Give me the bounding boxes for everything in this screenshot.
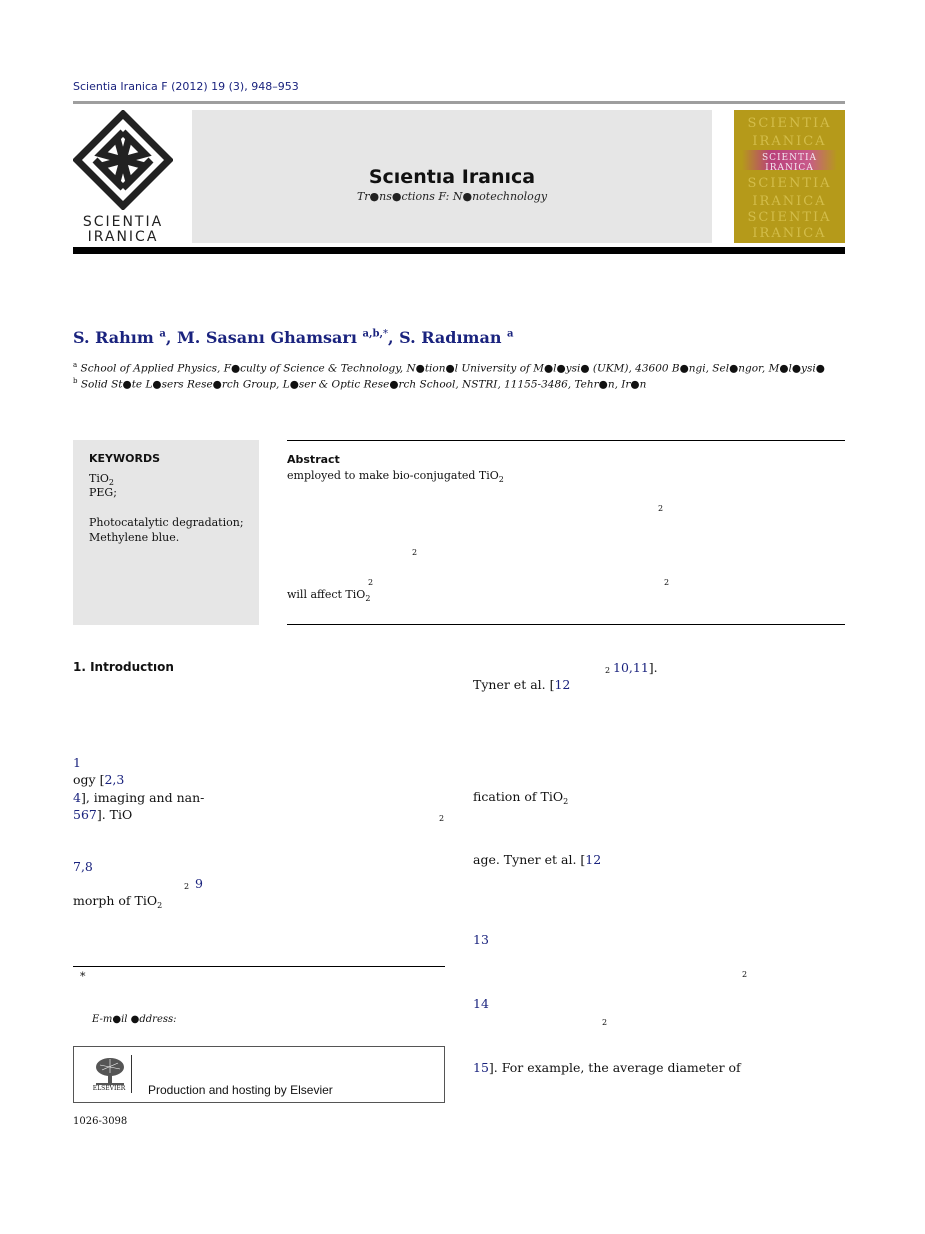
- body-sub: 2: [563, 797, 569, 806]
- author-name: S. Radıman: [399, 328, 502, 347]
- abstract-text: will affect TiO: [287, 588, 366, 601]
- journal-citation: Scientia Iranica F (2012) 19 (3), 948–953: [73, 80, 299, 93]
- body-sub-fragment: 2: [605, 666, 611, 675]
- elsevier-logo-text: ELSEVIER: [92, 1085, 126, 1092]
- author-name: S. Rahım: [73, 328, 154, 347]
- journal-subtitle: Tr●ns●ctions F: N●notechnology: [356, 190, 548, 203]
- publisher-divider: [131, 1055, 132, 1093]
- citation-link[interactable]: 12: [585, 852, 602, 867]
- body-text: ogy [: [73, 772, 105, 787]
- abstract-line: [287, 469, 504, 484]
- cover-word: SCIENTIA: [747, 116, 832, 131]
- publisher-box: [73, 1046, 445, 1103]
- publisher-hosting-text: Production and hosting by Elsevier: [148, 1083, 333, 1097]
- author-list: [73, 328, 514, 347]
- footnote-rule: [73, 966, 445, 967]
- citation-link[interactable]: 15: [473, 1060, 489, 1075]
- affil-text: Solid St●te L●sers Rese●rch Group, L●ser & Optic Rese●rch School, NSTRI, 11155-3486, Tehr●n, Ir●n: [80, 378, 647, 391]
- citation-link[interactable]: 567: [73, 807, 97, 822]
- citation-link[interactable]: 1: [73, 755, 81, 770]
- keyword-item: [89, 472, 114, 487]
- body-line: [73, 893, 162, 910]
- body-line: [473, 789, 568, 806]
- abstract-text: employed to make bio-conjugated TiO: [287, 469, 499, 482]
- corresponding-star: *: [382, 328, 388, 340]
- abstract-sub-fragment: 2: [412, 548, 418, 557]
- body-text: ]. TiO: [96, 807, 133, 822]
- cover-word: SCIENTIA: [747, 210, 832, 225]
- abstract-sub-fragment: 2: [368, 578, 374, 587]
- author-affil-sup[interactable]: a: [507, 328, 514, 340]
- citation-link[interactable]: 7,8: [73, 859, 93, 874]
- body-sub-fragment: 2: [184, 882, 190, 891]
- body-line: [473, 677, 570, 692]
- keywords-box: [73, 440, 259, 625]
- body-line: [73, 790, 204, 805]
- keyword-item: PEG;: [89, 486, 117, 499]
- keyword-item: Photocatalytic degradation;: [89, 516, 244, 529]
- citation-link[interactable]: 14: [473, 996, 489, 1011]
- citation-link[interactable]: 12: [554, 677, 571, 692]
- issn: 1026-3098: [73, 1116, 128, 1127]
- body-line: [473, 852, 601, 867]
- cover-band: [742, 150, 837, 173]
- abstract-sub-fragment: 2: [664, 578, 670, 587]
- cover-word: IRANICA: [752, 226, 827, 241]
- abstract-heading: Abstract: [287, 453, 340, 466]
- abstract-sub: 2: [365, 594, 371, 603]
- logo-word-scientia: SCIENTIA: [82, 214, 164, 230]
- footnote-email-label: E-m●il ●ddress:: [92, 1014, 177, 1025]
- abstract-line: [287, 588, 370, 603]
- journal-title: Scıentıa Iranıca: [368, 166, 536, 188]
- affiliation-a: [73, 361, 825, 375]
- body-sub-fragment: 2: [602, 1018, 608, 1027]
- header-rule-thin: [73, 101, 845, 104]
- keyword-text: TiO: [89, 472, 109, 485]
- citation-link[interactable]: 9: [195, 876, 203, 891]
- knot-logo-icon: [73, 110, 173, 210]
- body-text: ].: [648, 660, 658, 675]
- keywords-heading: KEYWORDS: [89, 452, 161, 465]
- logo-word-iranica: IRANICA: [87, 229, 159, 245]
- keyword-sub: 2: [108, 478, 114, 487]
- citation-link[interactable]: 13: [473, 932, 489, 947]
- author-sep: ,: [387, 328, 394, 347]
- journal-banner: [192, 110, 712, 243]
- journal-logo: [73, 110, 173, 246]
- body-text: Tyner et al. [: [473, 677, 555, 692]
- citation-link[interactable]: 2,3: [104, 772, 125, 787]
- body-line: [73, 772, 124, 787]
- author-name: M. Sasanı Ghamsarı: [177, 328, 357, 347]
- abstract-sub-fragment: 2: [658, 504, 664, 513]
- section-heading-introduction: 1. Introductıon: [73, 660, 174, 674]
- header-rule-thick: [73, 247, 845, 254]
- body-sub: 2: [157, 901, 163, 910]
- affil-sup: b: [73, 377, 78, 385]
- body-sub-fragment: 2: [742, 970, 748, 979]
- affiliation-b: [73, 377, 646, 391]
- body-line: [473, 1060, 741, 1075]
- abstract-rule-top: [287, 440, 845, 441]
- body-sub-fragment: 2: [439, 814, 445, 823]
- body-text: ]. For example, the average diameter of: [488, 1060, 741, 1075]
- cover-band-text: SCIENTIA IRANICA: [761, 153, 818, 173]
- cover-word: SCIENTIA: [747, 176, 832, 191]
- journal-cover-thumbnail: [734, 110, 845, 243]
- body-text: age. Tyner et al. [: [473, 852, 586, 867]
- author-sep: ,: [165, 328, 172, 347]
- footnote-star: *: [80, 970, 86, 983]
- citation-link[interactable]: 4: [73, 790, 81, 805]
- body-text: ], imaging and nan-: [80, 790, 205, 805]
- cover-word: IRANICA: [752, 194, 827, 209]
- abstract-rule-bottom: [287, 624, 845, 625]
- body-line: [73, 807, 132, 822]
- author-affil-sup[interactable]: a: [159, 328, 166, 340]
- abstract-sub: 2: [498, 475, 504, 484]
- body-text: fication of TiO: [473, 789, 564, 804]
- citation-link[interactable]: 10,11: [613, 660, 649, 675]
- cover-word: IRANICA: [752, 134, 827, 149]
- author-affil-sup-text: a,b,: [362, 328, 383, 340]
- keyword-item: Methylene blue.: [89, 531, 180, 544]
- body-text: morph of TiO: [73, 893, 158, 908]
- affil-sup: a: [73, 361, 78, 369]
- body-line: [613, 660, 658, 675]
- author-affil-sup[interactable]: [363, 329, 388, 340]
- affil-text: School of Applied Physics, F●culty of Science & Technology, N●tion●l University of M●l●ysi● (UKM), 43600 B●ngi, Sel●ngor, M●l●ysi●: [80, 362, 825, 375]
